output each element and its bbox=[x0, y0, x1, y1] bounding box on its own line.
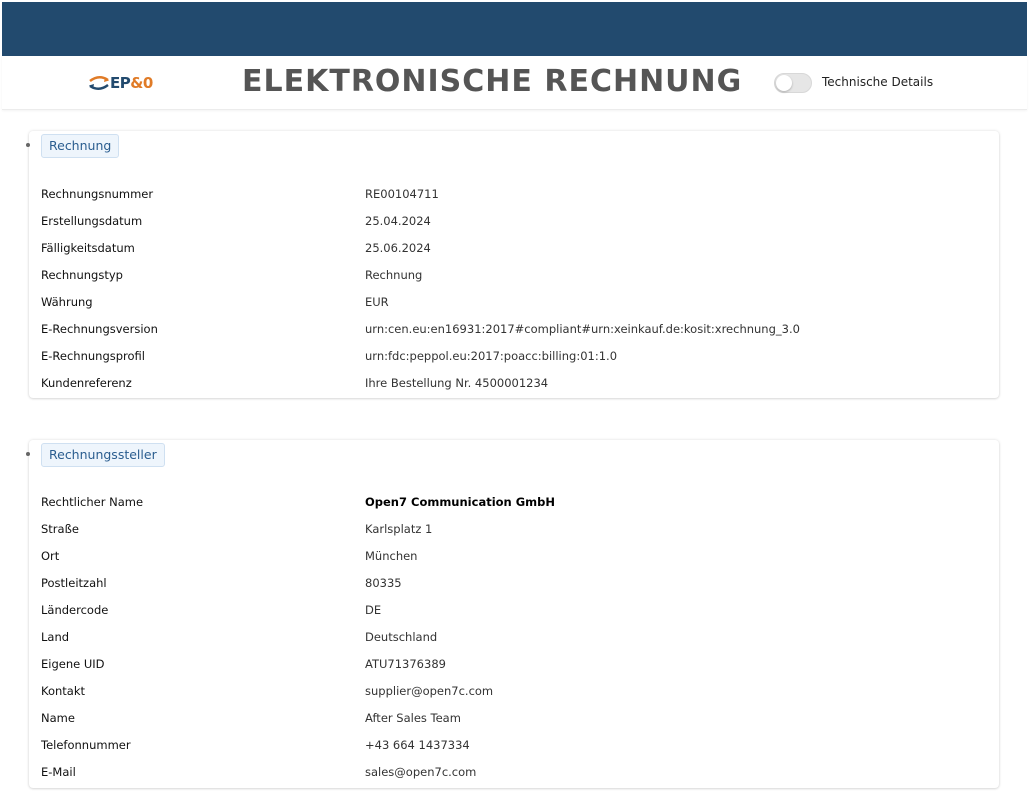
field-row bbox=[41, 596, 981, 623]
field-value: sales@open7c.com bbox=[365, 764, 477, 779]
technical-details-label: Technische Details bbox=[822, 75, 934, 89]
logo-text: EP&0 bbox=[110, 74, 153, 92]
field-value: EUR bbox=[365, 294, 389, 309]
field-value: DE bbox=[365, 602, 382, 617]
field-label: Ländercode bbox=[41, 602, 109, 617]
top-bar bbox=[2, 2, 1027, 56]
field-label: Rechnungsnummer bbox=[41, 186, 154, 201]
field-label: Postleitzahl bbox=[41, 575, 107, 590]
toggle-knob bbox=[776, 75, 792, 91]
field-value: urn:cen.eu:en16931:2017#compliant#urn:xeinkauf.de:kosit:xrechnung_3.0 bbox=[365, 321, 800, 336]
section-title: Rechnung bbox=[41, 134, 119, 158]
field-row bbox=[41, 315, 981, 342]
logo-arrows-icon bbox=[88, 73, 110, 93]
field-row bbox=[41, 542, 981, 569]
field-row bbox=[41, 731, 981, 758]
field-row bbox=[41, 623, 981, 650]
field-row bbox=[41, 207, 981, 234]
field-row bbox=[41, 369, 981, 396]
field-label: Rechnungstyp bbox=[41, 267, 123, 282]
field-row bbox=[41, 650, 981, 677]
field-value: 80335 bbox=[365, 575, 402, 590]
field-row bbox=[41, 515, 981, 542]
field-value: Karlsplatz 1 bbox=[365, 521, 433, 536]
field-label: Erstellungsdatum bbox=[41, 213, 143, 228]
field-label: Straße bbox=[41, 521, 79, 536]
field-value: urn:fdc:peppol.eu:2017:poacc:billing:01:1.0 bbox=[365, 348, 618, 363]
field-label: Fälligkeitsdatum bbox=[41, 240, 135, 255]
field-value: RE00104711 bbox=[365, 186, 439, 201]
field-list bbox=[41, 488, 981, 785]
field-row bbox=[41, 342, 981, 369]
field-value: supplier@open7c.com bbox=[365, 683, 494, 698]
logo bbox=[88, 72, 153, 94]
field-value: +43 664 1437334 bbox=[365, 737, 470, 752]
field-label: E-Rechnungsprofil bbox=[41, 348, 145, 363]
field-value: ATU71376389 bbox=[365, 656, 446, 671]
field-value: 25.04.2024 bbox=[365, 213, 431, 228]
field-value: Deutschland bbox=[365, 629, 438, 644]
field-value: München bbox=[365, 548, 418, 563]
field-label: Währung bbox=[41, 294, 93, 309]
field-row bbox=[41, 288, 981, 315]
field-value: 25.06.2024 bbox=[365, 240, 431, 255]
field-row bbox=[41, 261, 981, 288]
field-value: Rechnung bbox=[365, 267, 423, 282]
section-invoice bbox=[29, 131, 999, 398]
section-supplier bbox=[29, 440, 999, 788]
field-label: Land bbox=[41, 629, 70, 644]
field-value: Open7 Communication GmbH bbox=[365, 494, 556, 509]
field-label: Ort bbox=[41, 548, 60, 563]
field-row bbox=[41, 488, 981, 515]
field-row bbox=[41, 704, 981, 731]
bullet-icon bbox=[26, 143, 30, 147]
field-label: Kontakt bbox=[41, 683, 86, 698]
field-value: After Sales Team bbox=[365, 710, 461, 725]
section-title: Rechnungssteller bbox=[41, 443, 165, 467]
field-row bbox=[41, 758, 981, 785]
page-header bbox=[2, 56, 1027, 110]
field-label: Name bbox=[41, 710, 75, 725]
field-label: Eigene UID bbox=[41, 656, 105, 671]
field-row bbox=[41, 569, 981, 596]
field-value: Ihre Bestellung Nr. 4500001234 bbox=[365, 375, 549, 390]
field-label: E-Mail bbox=[41, 764, 76, 779]
field-label: Telefonnummer bbox=[41, 737, 131, 752]
field-row bbox=[41, 677, 981, 704]
field-label: Rechtlicher Name bbox=[41, 494, 144, 509]
field-list bbox=[41, 180, 981, 396]
field-label: E-Rechnungsversion bbox=[41, 321, 158, 336]
field-row bbox=[41, 180, 981, 207]
technical-details-toggle[interactable] bbox=[774, 73, 812, 93]
bullet-icon bbox=[26, 452, 30, 456]
field-label: Kundenreferenz bbox=[41, 375, 132, 390]
field-row bbox=[41, 234, 981, 261]
page-title: ELEKTRONISCHE RECHNUNG bbox=[242, 64, 743, 99]
